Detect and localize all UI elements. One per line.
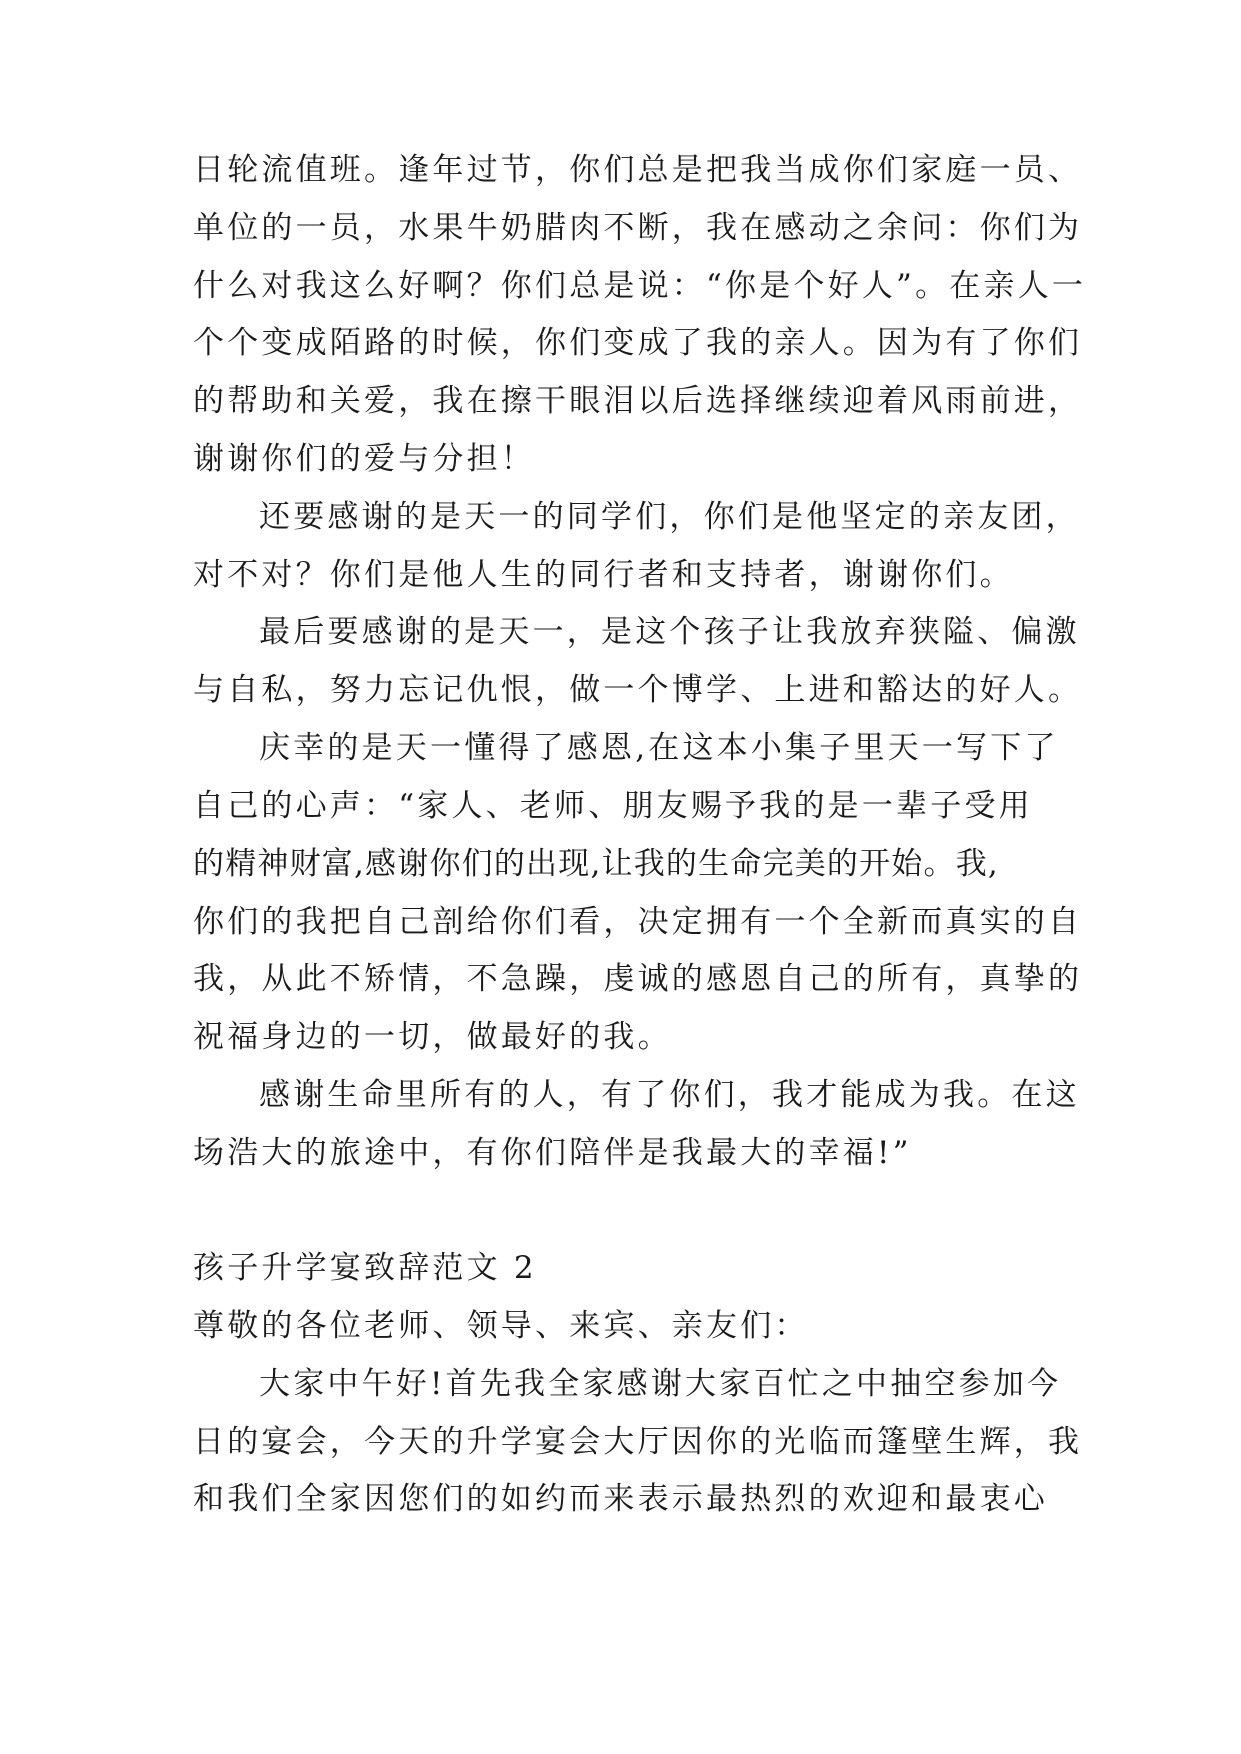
text-line: 和我们全家因您们的如约而来表示最热烈的欢迎和最衷心 (193, 1481, 1048, 1517)
text-line: 自己的心声：“家人、老师、朋友赐予我的是一辈子受用 (193, 788, 1033, 824)
text-line: 场浩大的旅途中，有你们陪伴是我最大的幸福!” (193, 1135, 912, 1171)
text-line: 与自私，努力忘记仇恨，做一个博学、上进和豁达的好人。 (193, 672, 1083, 708)
text-line: 个个变成陌路的时候，你们变成了我的亲人。因为有了你们 (193, 325, 1083, 361)
text-line: 我，从此不矫情，不急躁，虔诚的感恩自己的所有，真挚的 (193, 961, 1083, 997)
text-line: 对不对？你们是他人生的同行者和支持者，谢谢你们。 (193, 557, 1014, 593)
text-line: 的帮助和关爱，我在擦干眼泪以后选择继续迎着风雨前进， (193, 383, 1083, 419)
text-line: 庆幸的是天一懂得了感恩,在这本小集子里天一写下了 (259, 730, 1059, 766)
text-line: 的精神财富,感谢你们的出现,让我的生命完美的开始。我, (193, 846, 999, 882)
text-line: 最后要感谢的是天一，是这个孩子让我放弃狭隘、偏激 (259, 614, 1080, 650)
text-line: 谢谢你们的爱与分担！ (193, 441, 535, 477)
text-line: 日轮流值班。逢年过节，你们总是把我当成你们家庭一员、 (193, 152, 1083, 188)
text-line: 感谢生命里所有的人，有了你们，我才能成为我。在这 (259, 1077, 1080, 1113)
text-line: 什么对我这么好啊？你们总是说：“你是个好人”。在亲人一 (193, 268, 1087, 304)
text-line: 祝福身边的一切，做最好的我。 (193, 1019, 672, 1055)
salutation: 尊敬的各位老师、领导、来宾、亲友们： (193, 1308, 809, 1344)
text-line: 你们的我把自己剖给你们看，决定拥有一个全新而真实的自 (193, 904, 1083, 940)
text-line: 大家中午好!首先我全家感谢大家百忙之中抽空参加今 (259, 1366, 1062, 1402)
section-heading: 孩子升学宴致辞范文 2 (193, 1250, 537, 1286)
text-line: 日的宴会，今天的升学宴会大厅因你的光临而篷壁生辉，我 (193, 1424, 1083, 1460)
text-line: 单位的一员，水果牛奶腊肉不断，我在感动之余问：你们为 (193, 210, 1083, 246)
text-line: 还要感谢的是天一的同学们，你们是他坚定的亲友团， (259, 499, 1080, 535)
